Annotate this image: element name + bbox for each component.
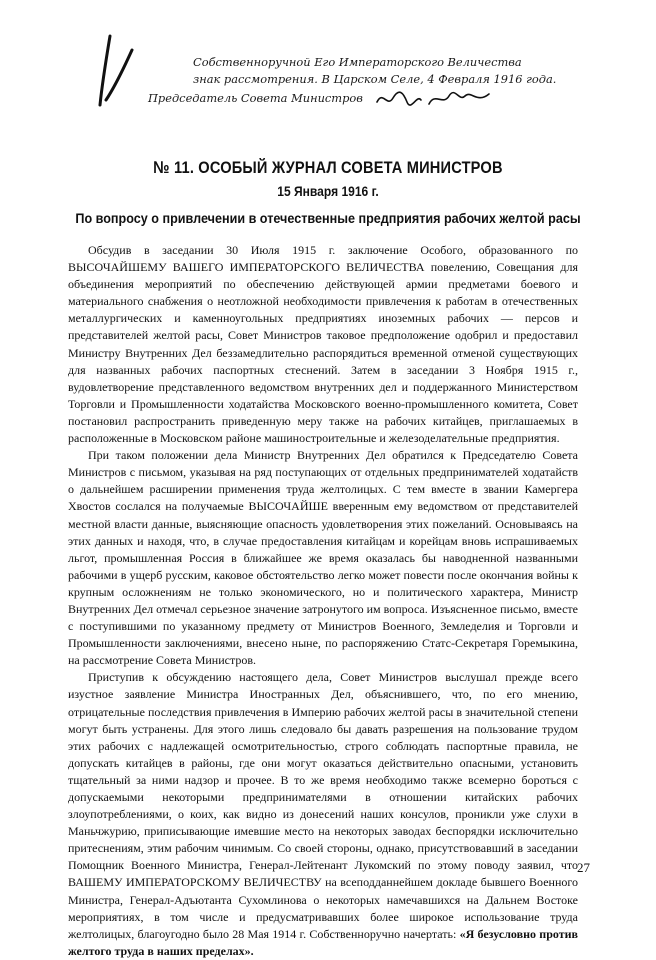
document-body <box>68 242 578 960</box>
journal-date: 15 Января 1916 г. <box>277 183 379 199</box>
handwritten-line-1: Собственноручной Его Императорского Величества <box>193 55 522 69</box>
paragraph-1: Обсудив в заседании 30 Июля 1915 г. заключение Особого, образованного по ВЫСОЧАЙШЕМУ ВАШЕГО ИМПЕРАТОРСКОГО ВЕЛИЧЕСТВА повелению, Совещания для объединения мероприятий по обеспечению действующей армии предметами боевого и материального снабжения о неотложной необходимости привлечения к работам в отечественных металлургических и каменноугольных предприятиях иноземных рабочих — персов и представителей желтой расы, Совет Министров таковое предположение одобрил и предоставил Министру Внутренних Дел беззамедлительно распорядиться временной отменой существующих для названных рабочих паспортных стеснений. Затем в заседании 3 Ноября 1915 г., вудовлетворение представленного ведомством внутренних дел и поддержанного Министерством Торговли и Промышленности ходатайства Московского военно-промышленного комитета, Совет постановил распространить приведенную меру также на рабочих китайцев, приглашаемых в расположенные в Московском районе машиностроительные и железоделательные предприятия. <box>68 243 578 446</box>
paragraph-3 <box>68 669 578 960</box>
paragraph-3-text: Приступив к обсуждению настоящего дела, Совет Министров выслушал прежде всего изустное заявление Министра Иностранных Дел, объяснившего, что, по его мнению, отрицательные последствия привлечения в Империю рабочих желтой расы в значительной степени могут быть устранены. Для этого лишь следовало бы давать разрешения на пользование трудом этих рабочих с надлежащей осмотрительностью, строго соблюдать паспортные правила, не допускать китайцев в районы, где они могут оказаться действительно опасными, установить тщательный за ними надзор и прочее. В то же время необходимо также всемерно бороться с допускаемыми некоторыми предпринимателями в отношении китайских рабочих злоупотреблениями, о коих, как видно из донесений наших консулов, проникли уже слухи в Маньчжурию, приписывающие имевшие место на некоторых заводах беспорядки исключительно притеснениям, этим рабочим чинимым. Со своей стороны, однако, присутствовавший в заседании Помощник Военного Министра, Генерал-Лейтенант Лукомский по этому поводу заявил, что ВАШЕМУ ИМПЕРАТОРСКОМУ ВЕЛИЧЕСТВУ на всеподданнейшем докладе бывшего Военного Министра, Генерал-Адъютанта Сухомлинова о некоторых намечавшихся на Дальнем Востоке мероприятиях, в том числе и предусматривавших более широкое использование труда желтолицых, благоугодно было 28 Мая 1914 г. Собственноручно начертать: <box>68 670 578 941</box>
closing-quote: «Я безусловно против желтого труда в наших пределах». <box>68 926 578 958</box>
paragraph-2: При таком положении дела Министр Внутренних Дел обратился к Председателю Совета Министров с письмом, указывая на ряд поступающих от отдельных предпринимателей ходатайств о дальнейшем расширении применения труда желтолицых. С тем вместе в звании Камергера Хвостов сослался на получаемые ВЫСОЧАЙШЕ вверенным ему ведомством от представителей местной власти данные, выясняющие опасность удовлетворения этих пожеланий. Основываясь на этих данных и находя, что, в случае предоставления китайцам и корейцам вновь испрашиваемых льгот, промышленная Россия в ближайшее же время оказалась бы наводненной названными рабочими в ущерб русским, каковое обстоятельство легко может повести после окончания войны к крупным осложнениям не только экономического, но и политического характера, Министр Внутренних Дел отмечал серьезное значение затронутого им вопроса. Изъясненное письмо, вместе с поступившими по указанному предмету от Министров Военного, Земледелия и Торговли и Промышленности заключениями, внесено ныне, по распоряжению Статс-Секретаря Горемыкина, на рассмотрение Совета Министров. <box>68 448 578 668</box>
page-number: 27 <box>577 860 590 875</box>
handwritten-line-3 <box>148 88 588 110</box>
handwritten-line-2: знак рассмотрения. В Царском Селе, 4 Февраля 1916 года. <box>193 72 557 86</box>
journal-title: № 11. ОСОБЫЙ ЖУРНАЛ СОВЕТА МИНИСТРОВ <box>153 158 503 177</box>
journal-subject: По вопросу о привлечении в отечественные предприятия рабочих желтой расы <box>75 210 581 226</box>
signature-icon <box>373 88 493 110</box>
handwritten-line-3-text: Председатель Совета Министров <box>148 91 363 105</box>
handwritten-note <box>148 54 588 110</box>
